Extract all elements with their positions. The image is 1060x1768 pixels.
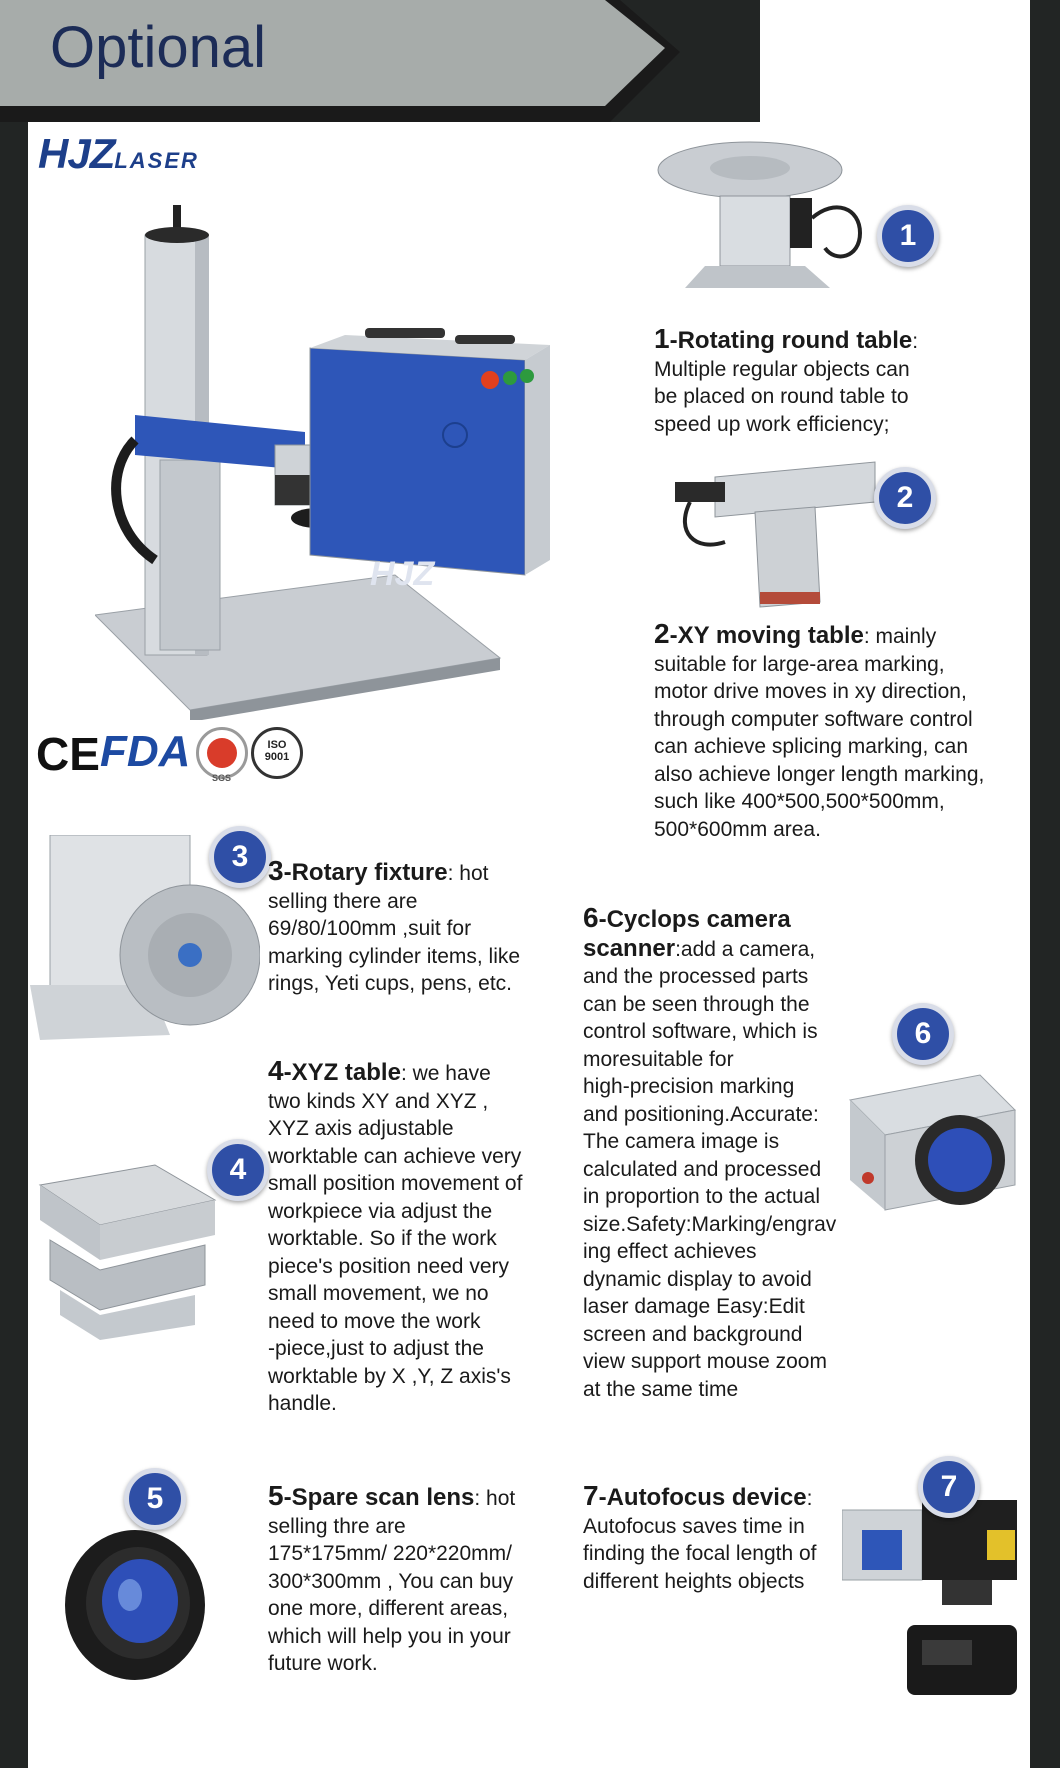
sgs-label: SGS bbox=[212, 773, 232, 783]
brand-logo bbox=[38, 130, 199, 178]
item-6-description: 6-Cyclops camera scanner:add a camera, and the processed parts can be seen through the control software, which is moresuitable for high-precision marking and positioning.Accurate: The camera image is calculated and processed in proportion to the actual size.Safety:Marking/engrav ing effect achieves dynamic display to avoid laser damage Easy:Edit screen and background view support mouse zoom at the same time bbox=[583, 902, 837, 1401]
item-2-description: 2-XY moving table: mainly suitable for large-area marking, motor drive moves in xy direction, through computer software control can achieve splicing marking, can also achieve longer length marking, such like 400*500,500*500mm, 500*600mm area. bbox=[654, 618, 985, 841]
badge-6: 6 bbox=[892, 1003, 954, 1065]
item-5-description: 5-Spare scan lens: hot selling thre are 175*175mm/ 220*220mm/ 300*300mm , You can buy one more, different areas, which will help you in your future work. bbox=[268, 1480, 516, 1675]
badge-1: 1 bbox=[877, 205, 939, 267]
badge-3: 3 bbox=[209, 826, 271, 888]
fda-mark: FDA bbox=[100, 727, 191, 776]
item-4-description: 4-XYZ table: we have two kinds XY and XYZ , XYZ axis adjustable worktable can achieve very small position movement of workpiece via adjust the worktable. So if the work piece's position need very small movement, we no need to move the work -piece,just to adjust the worktable by X ,Y, Z axis's handle. bbox=[268, 1055, 523, 1415]
fiber-laser-machine-image bbox=[95, 200, 615, 720]
item-1-description: 1-Rotating round table: Multiple regular objects can be placed on round table to speed up work efficiency; bbox=[654, 323, 919, 436]
ce-mark: CE bbox=[36, 728, 100, 780]
logo-sub: LASER bbox=[114, 148, 199, 173]
autofocus-device-image bbox=[842, 1500, 1022, 1700]
scan-lens-image bbox=[60, 1525, 210, 1685]
badge-5: 5 bbox=[124, 1468, 186, 1530]
xyz-table-image bbox=[35, 1150, 220, 1340]
watermark-text: HJZ bbox=[370, 555, 435, 593]
badge-4: 4 bbox=[207, 1139, 269, 1201]
logo-main: HJZ bbox=[38, 130, 115, 177]
badge-7: 7 bbox=[918, 1456, 980, 1518]
iso-seal-icon: ISO 9001 bbox=[251, 727, 303, 779]
item-7-description: 7-Autofocus device: Autofocus saves time in finding the focal length of different heights objects bbox=[583, 1480, 817, 1593]
item-3-description: 3-Rotary fixture: hot selling there are 69/80/100mm ,suit for marking cylinder items, like rings, Yeti cups, pens, etc. bbox=[268, 855, 521, 995]
sgs-seal-icon bbox=[196, 727, 248, 779]
rotating-round-table-image bbox=[655, 138, 870, 298]
camera-scanner-image bbox=[840, 1070, 1020, 1220]
xy-moving-table-image bbox=[675, 442, 885, 612]
badge-2: 2 bbox=[874, 467, 936, 529]
banner-title: Optional bbox=[50, 15, 267, 80]
